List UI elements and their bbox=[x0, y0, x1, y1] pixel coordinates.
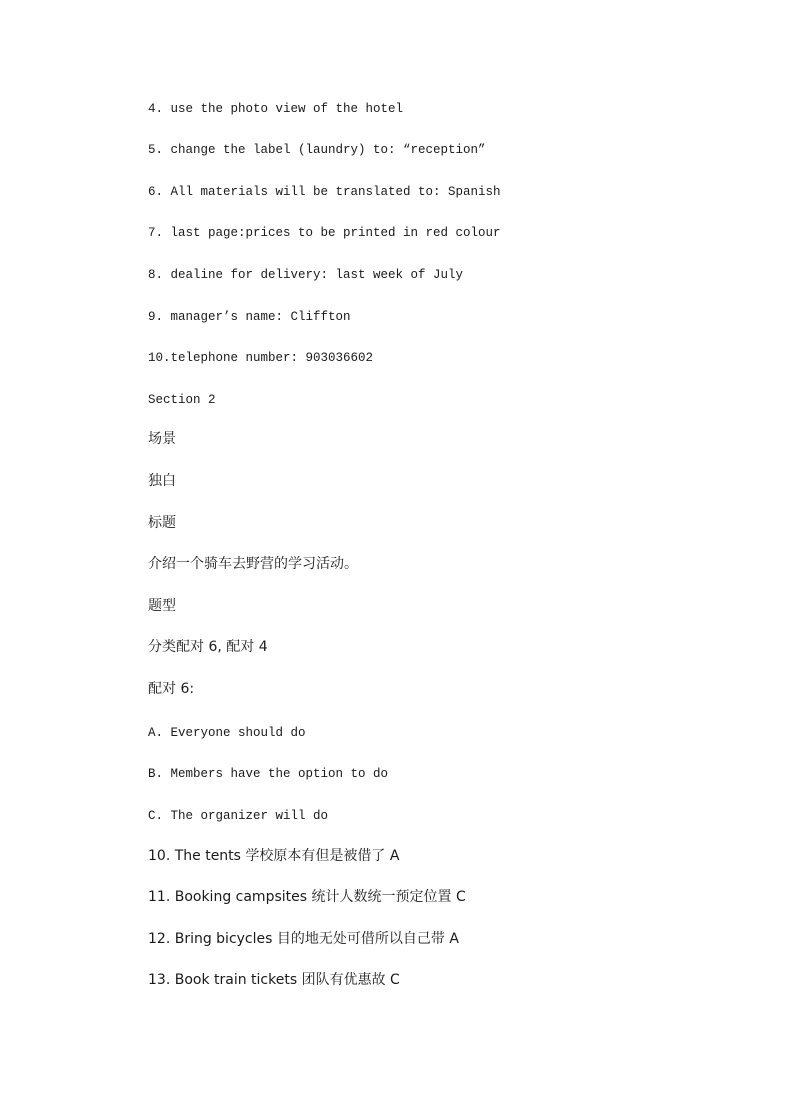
section-heading: Section 2 bbox=[148, 393, 216, 407]
text-line: 分类配对 6, 配对 4 bbox=[148, 639, 268, 655]
text-line: 5. change the label (laundry) to: “reception” bbox=[148, 143, 486, 157]
text-line: 6. All materials will be translated to: Spanish bbox=[148, 185, 501, 199]
answer-line: 10. The tents 学校原本有但是被借了 A bbox=[148, 848, 400, 864]
text-line: 标题 bbox=[148, 515, 176, 531]
answer-line: 12. Bring bicycles 目的地无处可借所以自己带 A bbox=[148, 931, 459, 947]
option-line: C. The organizer will do bbox=[148, 809, 329, 823]
text-line: 4. use the photo view of the hotel bbox=[148, 102, 404, 116]
text-line: 介绍一个骑车去野营的学习活动。 bbox=[148, 556, 358, 572]
answer-line: 11. Booking campsites 统计人数统一预定位置 C bbox=[148, 889, 466, 905]
option-line: A. Everyone should do bbox=[148, 726, 306, 740]
answer-line: 13. Book train tickets 团队有优惠故 C bbox=[148, 972, 400, 988]
text-line: 场景 bbox=[148, 431, 176, 447]
text-line: 8. dealine for delivery: last week of July bbox=[148, 268, 464, 282]
text-line: 配对 6: bbox=[148, 681, 195, 697]
text-line: 独白 bbox=[148, 473, 176, 489]
text-line: 7. last page:prices to be printed in red colour bbox=[148, 226, 501, 240]
text-line: 10.telephone number: 903036602 bbox=[148, 351, 374, 365]
option-line: B. Members have the option to do bbox=[148, 767, 389, 781]
text-line: 9. manager’s name: Cliffton bbox=[148, 310, 351, 324]
text-line: 题型 bbox=[148, 598, 176, 614]
